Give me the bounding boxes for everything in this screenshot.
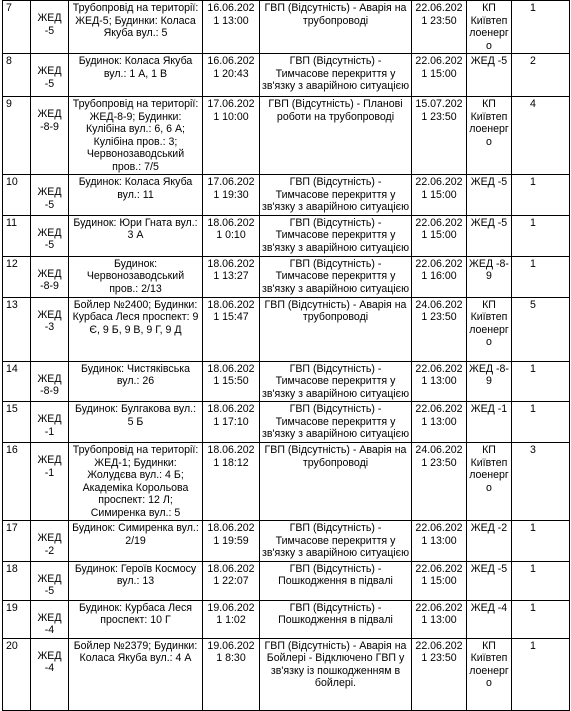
building-count: 1 [512,600,570,638]
building-count: 1 [512,402,570,443]
row-number: 10 [3,175,31,216]
executor: ЖЕД -5 [467,54,512,97]
executor: КП Київтеплоенерго [467,1,512,54]
start-time: 16.06.2021 13:00 [203,1,260,54]
outage-type: ГВП (Відсутність) - Тимчасове перекриття у зв'язку з аварійною ситуацією [260,215,412,256]
outage-type: ГВП (Відсутність) - Тимчасове перекриття у зв'язку з аварійною ситуацією [260,521,412,562]
building-count: 1 [512,175,570,216]
end-time: 22.06.2021 23:50 [412,1,467,54]
start-time: 18.06.2021 22:07 [203,561,260,600]
building-count: 3 [512,443,570,521]
housing-office: ЖЕД -5 [31,54,69,97]
housing-office: ЖЕД -5 [31,1,69,54]
address-cell: Будинок: Героїв Космосу вул.: 13 [69,561,203,600]
outage-table [2,0,570,711]
table-row [3,97,570,175]
building-count: 1 [512,215,570,256]
building-count: 4 [512,97,570,175]
address-cell: Трубопровід на території: ЖЕД-5; Будинки: Коласа Якуба вул.: 5 [69,1,203,54]
start-time: 16.06.2021 20:43 [203,54,260,97]
table-row [3,361,570,402]
outage-type: ГВП (Відсутність) - Тимчасове перекриття у зв'язку з аварійною ситуацією [260,402,412,443]
housing-office: ЖЕД -8-9 [31,97,69,175]
housing-office: ЖЕД -1 [31,402,69,443]
table-row [3,521,570,562]
executor: ЖЕД -5 [467,215,512,256]
row-number: 9 [3,97,31,175]
table-row [3,215,570,256]
outage-type: ГВП (Відсутність) - Аварія на трубопроводі [260,1,412,54]
outage-type: ГВП (Відсутність) - Тимчасове перекриття у зв'язку з аварійною ситуацією [260,175,412,216]
address-cell: Трубопровід на території: ЖЕД-1; Будинки: Жолудєва вул.: 4 Б; Академіка Корольова проспект: 12 Л; Симиренка вул.: 5 [69,443,203,521]
housing-office: ЖЕД -5 [31,215,69,256]
outage-type: ГВП (Відсутність) - Пошкодження в підвалі [260,561,412,600]
table-row [3,175,570,216]
address-cell: Будинок: Коласа Якуба вул.: 1 А, 1 В [69,54,203,97]
start-time: 17.06.2021 10:00 [203,97,260,175]
end-time: 22.06.2021 13:00 [412,361,467,402]
start-time: 18.06.2021 17:10 [203,402,260,443]
executor: КП Київтеплоенерго [467,443,512,521]
table-row [3,256,570,297]
outage-type: ГВП (Відсутність) - Тимчасове перекриття у зв'язку з аварійною ситуацією [260,256,412,297]
start-time: 17.06.2021 19:30 [203,175,260,216]
row-number: 11 [3,215,31,256]
end-time: 15.07.2021 23:50 [412,97,467,175]
start-time: 18.06.2021 18:12 [203,443,260,521]
table-row [3,54,570,97]
row-number: 14 [3,361,31,402]
start-time: 18.06.2021 15:50 [203,361,260,402]
address-cell: Будинок: Коласа Якуба вул.: 11 [69,175,203,216]
housing-office: ЖЕД -2 [31,521,69,562]
row-number: 7 [3,1,31,54]
end-time: 22.06.2021 13:00 [412,521,467,562]
executor: ЖЕД -5 [467,561,512,600]
outage-type: ГВП (Відсутність) - Планові роботи на трубопроводі [260,97,412,175]
row-number: 19 [3,600,31,638]
start-time: 18.06.2021 19:59 [203,521,260,562]
end-time: 22.06.2021 15:00 [412,54,467,97]
row-number: 20 [3,638,31,710]
start-time: 19.06.2021 8:30 [203,638,260,710]
executor: ЖЕД -1 [467,402,512,443]
housing-office: ЖЕД -3 [31,297,69,361]
address-cell: Будинок: Курбаса Леся проспект: 10 Г [69,600,203,638]
row-number: 8 [3,54,31,97]
executor: ЖЕД -8-9 [467,256,512,297]
building-count: 5 [512,297,570,361]
row-number: 16 [3,443,31,521]
end-time: 22.06.2021 16:00 [412,256,467,297]
table-row [3,600,570,638]
end-time: 22.06.2021 15:00 [412,561,467,600]
row-number: 12 [3,256,31,297]
table-row [3,443,570,521]
end-time: 24.06.2021 23:50 [412,297,467,361]
executor: КП Київтеплоенерго [467,638,512,710]
housing-office: ЖЕД -5 [31,561,69,600]
address-cell: Будинок: Юри Гната вул.: 3 А [69,215,203,256]
start-time: 18.06.2021 0:10 [203,215,260,256]
address-cell: Будинок: Червонозаводський пров.: 2/13 [69,256,203,297]
executor: КП Київтеплоенерго [467,297,512,361]
housing-office: ЖЕД -5 [31,175,69,216]
end-time: 24.06.2021 23:50 [412,443,467,521]
table-row [3,561,570,600]
table-row [3,402,570,443]
housing-office: ЖЕД -4 [31,600,69,638]
housing-office: ЖЕД -4 [31,638,69,710]
outage-type: ГВП (Відсутність) - Аварія на Бойлері - Відключено ГВП у зв'язку із пошкодженням в бойлері. [260,638,412,710]
table-row [3,1,570,54]
row-number: 15 [3,402,31,443]
executor: ЖЕД -8-9 [467,361,512,402]
end-time: 22.06.2021 13:00 [412,402,467,443]
row-number: 13 [3,297,31,361]
row-number: 18 [3,561,31,600]
start-time: 19.06.2021 1:02 [203,600,260,638]
address-cell: Будинок: Чистяківська вул.: 26 [69,361,203,402]
executor: ЖЕД -2 [467,521,512,562]
address-cell: Трубопровід на території: ЖЕД-8-9; Будинки: Кулібіна вул.: 6, 6 А; Кулібіна пров.: 3; Червонозаводський пров.: 7/5 [69,97,203,175]
row-number: 17 [3,521,31,562]
end-time: 22.06.2021 23:50 [412,638,467,710]
outage-type: ГВП (Відсутність) - Аварія на трубопроводі [260,443,412,521]
building-count: 1 [512,361,570,402]
outage-type: ГВП (Відсутність) - Пошкодження в підвалі [260,600,412,638]
housing-office: ЖЕД -8-9 [31,256,69,297]
end-time: 22.06.2021 15:00 [412,175,467,216]
executor: ЖЕД -5 [467,175,512,216]
end-time: 22.06.2021 13:00 [412,600,467,638]
address-cell: Будинок: Симиренка вул.: 2/19 [69,521,203,562]
start-time: 18.06.2021 15:47 [203,297,260,361]
outage-type: ГВП (Відсутність) - Тимчасове перекриття у зв'язку з аварійною ситуацією [260,361,412,402]
building-count: 1 [512,256,570,297]
table-row [3,638,570,710]
housing-office: ЖЕД -1 [31,443,69,521]
outage-type: ГВП (Відсутність) - Аварія на трубопроводі [260,297,412,361]
executor: КП Київтеплоенерго [467,97,512,175]
table-body [3,1,570,711]
end-time: 22.06.2021 15:00 [412,215,467,256]
address-cell: Бойлер №2400; Будинки: Курбаса Леся проспект: 9 Є, 9 Б, 9 В, 9 Г, 9 Д [69,297,203,361]
address-cell: Будинок: Булгакова вул.: 5 Б [69,402,203,443]
building-count: 2 [512,54,570,97]
address-cell: Бойлер №2379; Будинки: Коласа Якуба вул.: 4 А [69,638,203,710]
building-count: 1 [512,521,570,562]
building-count: 1 [512,561,570,600]
outage-type: ГВП (Відсутність) - Тимчасове перекриття у зв'язку з аварійною ситуацією [260,54,412,97]
building-count: 1 [512,1,570,54]
building-count: 1 [512,638,570,710]
start-time: 18.06.2021 13:27 [203,256,260,297]
table-row [3,297,570,361]
executor: ЖЕД -4 [467,600,512,638]
housing-office: ЖЕД -8-9 [31,361,69,402]
